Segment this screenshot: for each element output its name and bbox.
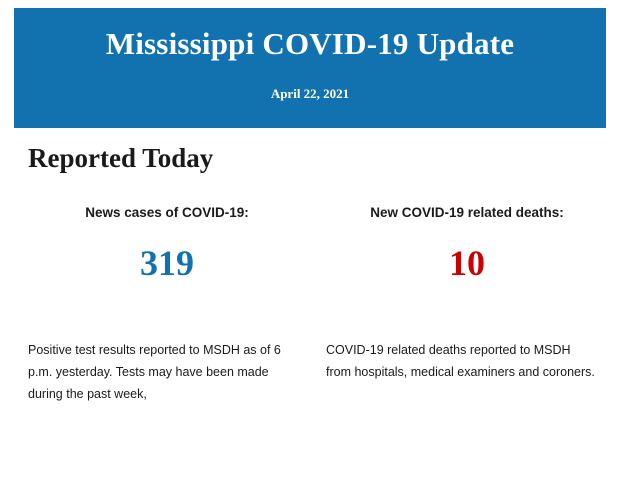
- stat-value-deaths: 10: [449, 243, 485, 283]
- stat-description-deaths: COVID-19 related deaths reported to MSDH from hospitals, medical examiners and coroners.: [326, 343, 595, 379]
- stat-block-deaths: [310, 205, 606, 284]
- stat-block-cases: [14, 205, 310, 284]
- header-band: [14, 8, 606, 128]
- page-title: Mississippi COVID-19 Update: [105, 26, 515, 61]
- stats-row: [14, 205, 606, 284]
- stat-description-cases: Positive test results reported to MSDH as of 6 p.m. yesterday. Tests may have been made during the past week,: [28, 343, 281, 401]
- stat-value-cases: 319: [140, 243, 194, 283]
- report-date: April 22, 2021: [270, 86, 350, 101]
- stat-label-cases: News cases of COVID-19:: [85, 205, 249, 220]
- descriptions-row: [14, 340, 606, 406]
- stat-label-deaths: New COVID-19 related deaths:: [370, 205, 564, 220]
- section-heading: Reported Today: [28, 143, 214, 173]
